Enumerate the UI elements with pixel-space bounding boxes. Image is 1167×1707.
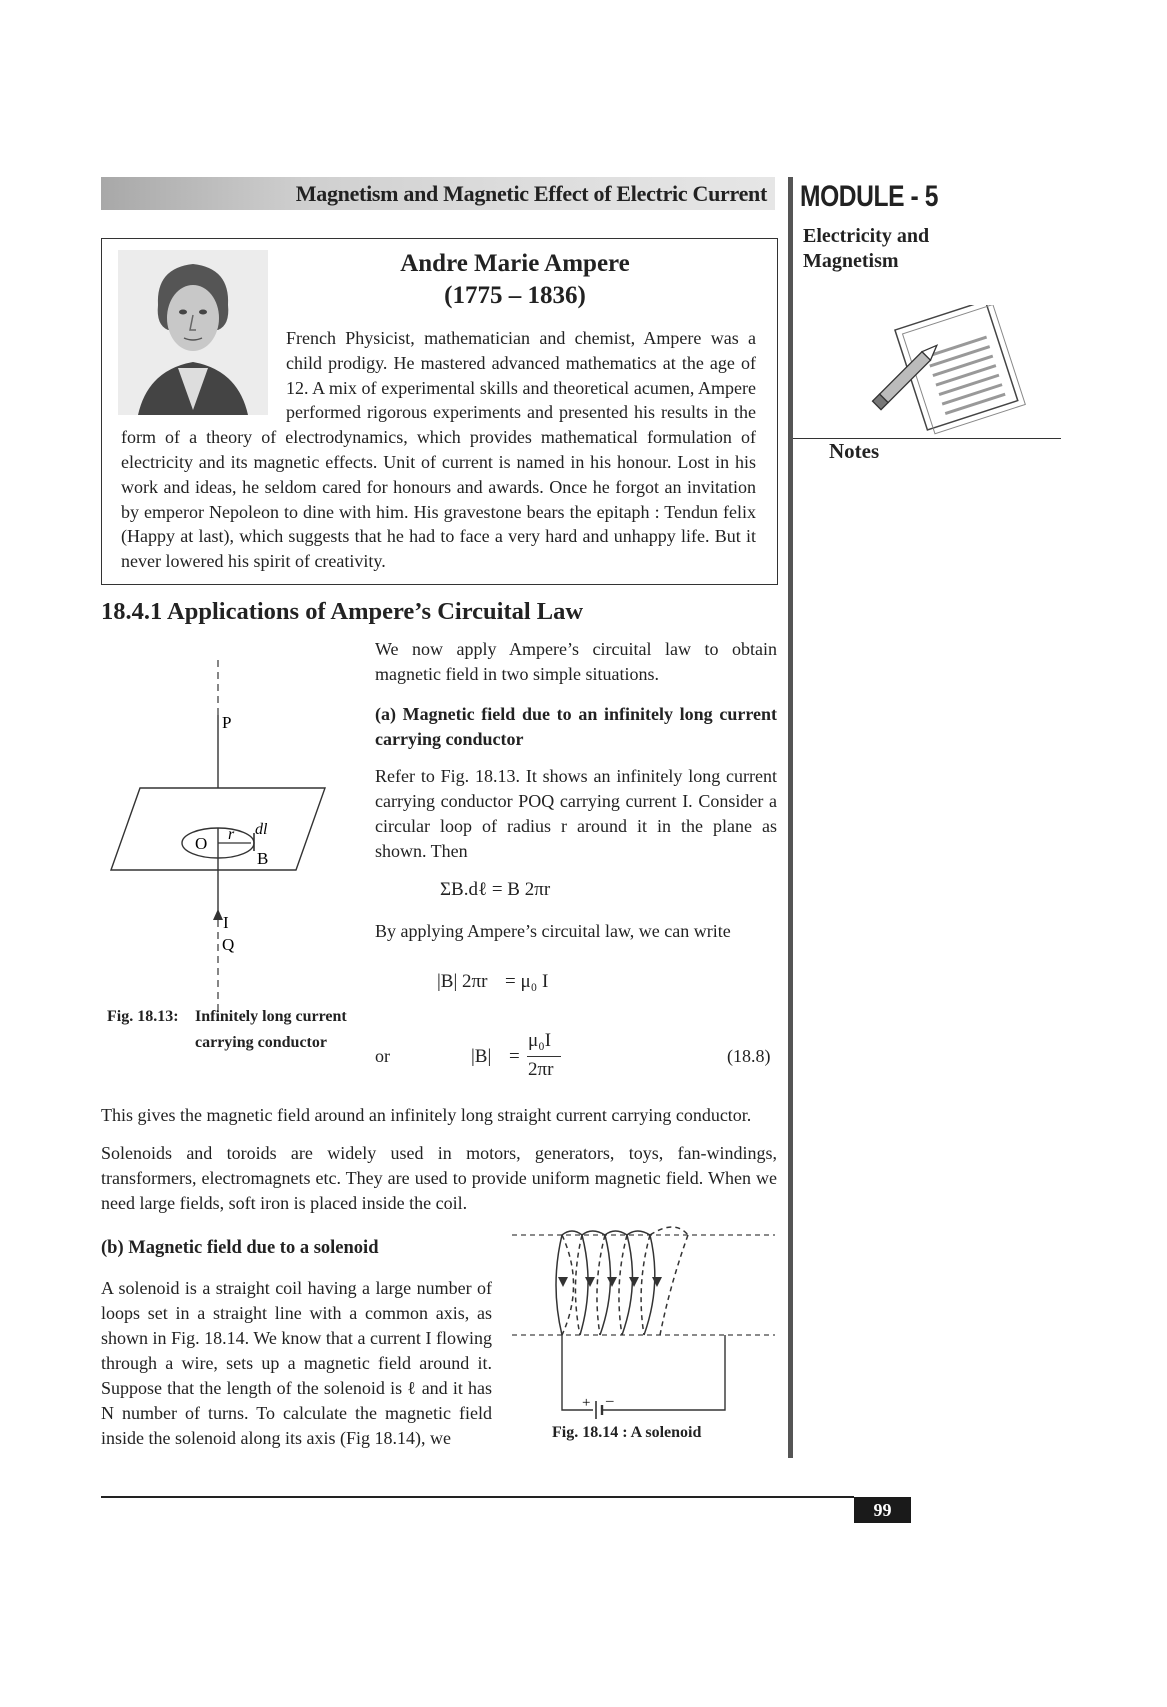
label-dl: dl — [255, 821, 268, 838]
running-title: Magnetism and Magnetic Effect of Electric Current — [295, 181, 767, 206]
equation-number: (18.8) — [727, 1046, 771, 1066]
fig-18-13-caption-line2: carrying conductor — [195, 1034, 327, 1051]
section-heading: 18.4.1 Applications of Ampere’s Circuital Law — [101, 598, 584, 625]
paragraph-a1: Refer to Fig. 18.13. It shows an infinitely long current carrying conductor POQ carrying current I. Consider a circular loop of radius r around it in the plane as shown. Then — [375, 766, 777, 861]
paragraph-b1: A solenoid is a straight coil having a large number of loops set in a straight line with a common axis, as shown in Fig. 18.14. We know that a current I flowing through a wire, sets up a magnetic field around it. Suppose that the length of the solenoid is ℓ and it has N number of turns. To calculate the magnetic field inside the solenoid along its axis (Fig 18.14), we — [101, 1278, 492, 1448]
module-label: MODULE - 5 — [800, 180, 939, 213]
subject-label — [803, 224, 929, 274]
section-intro: We now apply Ampere’s circuital law to obtain magnetic field in two simple situations. — [375, 639, 777, 684]
running-header — [101, 177, 775, 210]
subheading-b: (b) Magnetic field due to a solenoid — [101, 1238, 379, 1258]
label-i: I — [223, 913, 229, 932]
figure-18-13 — [101, 655, 361, 1025]
subheading-a: (a) Magnetic field due to an infinitely long current carrying conductor — [375, 704, 777, 749]
subject-line-1: Electricity and — [803, 225, 930, 247]
equation-3-numerator: μ₀I — [528, 1030, 552, 1051]
equation-3-equals: = — [509, 1046, 520, 1067]
label-o: O — [195, 834, 208, 853]
label-b: B — [257, 849, 269, 868]
equation-1: ΣB.dℓ = B 2πr — [440, 879, 551, 900]
paragraph-a2: By applying Ampere’s circuital law, we can write — [375, 921, 731, 941]
battery-plus: + — [582, 1395, 591, 1411]
label-r: r — [228, 826, 235, 843]
biography-text-block — [121, 326, 756, 574]
equation-3-lhs: |B| — [471, 1046, 492, 1067]
fig-18-14-caption: Fig. 18.14 : A solenoid — [552, 1424, 702, 1441]
label-p: P — [222, 713, 232, 732]
margin-divider — [788, 177, 793, 1458]
biography-years: (1775 – 1836) — [444, 282, 586, 309]
notes-label: Notes — [829, 439, 880, 463]
fraction-bar — [527, 1056, 561, 1057]
figure-18-14 — [510, 1225, 780, 1425]
page-number: 99 — [854, 1497, 911, 1523]
paragraph-a3: This gives the magnetic field around an infinitely long straight current carrying conductor. — [101, 1105, 752, 1125]
fig-18-13-caption-num: Fig. 18.13: — [107, 1008, 179, 1025]
ampere-portrait — [118, 250, 268, 415]
biography-name: Andre Marie Ampere — [400, 250, 630, 277]
battery-minus: – — [606, 1393, 614, 1409]
equation-3-denominator: 2πr — [528, 1059, 554, 1080]
portrait-image — [118, 250, 268, 415]
biography-title — [280, 248, 750, 312]
label-q: Q — [222, 935, 235, 954]
equation-2-lhs: |B| 2πr — [437, 971, 488, 992]
equation-3-or: or — [375, 1046, 390, 1066]
notes-notepad-icon — [870, 305, 1030, 435]
fig-18-13-caption-line1: Infinitely long current — [195, 1008, 347, 1025]
biography-text: French Physicist, mathematician and chemist, Ampere was a child prodigy. He mastered advanced mathematics at the age of 12. A mix of experimental skills and theoretical acumen, Ampere performed rigorous experiments and presented his results in the form of a theory of electrodynamics, which provides mathematical formulation of electricity and its magnetic effects. Unit of current is named in his honour. Lost in his work and ideas, he seldom cared for honours and awards. Once he forgot an invitation by emperor Nepoleon to dine with him. His gravestone bears the epitaph : Tendun felix (Happy at last), which suggests that he had to face a very hard and unhappy life. But it never lowered his spirit of creativity. — [121, 328, 756, 572]
paragraph-solenoids: Solenoids and toroids are widely used in motors, generators, toys, fan-windings, transformers, electromagnets etc. They are used to provide uniform magnetic field. When we need large fields, soft iron is placed inside the coil. — [101, 1143, 777, 1213]
equation-2-rhs: = μ₀ I — [505, 971, 549, 992]
subject-line-2: Magnetism — [803, 250, 899, 272]
footer-rule — [101, 1496, 854, 1498]
